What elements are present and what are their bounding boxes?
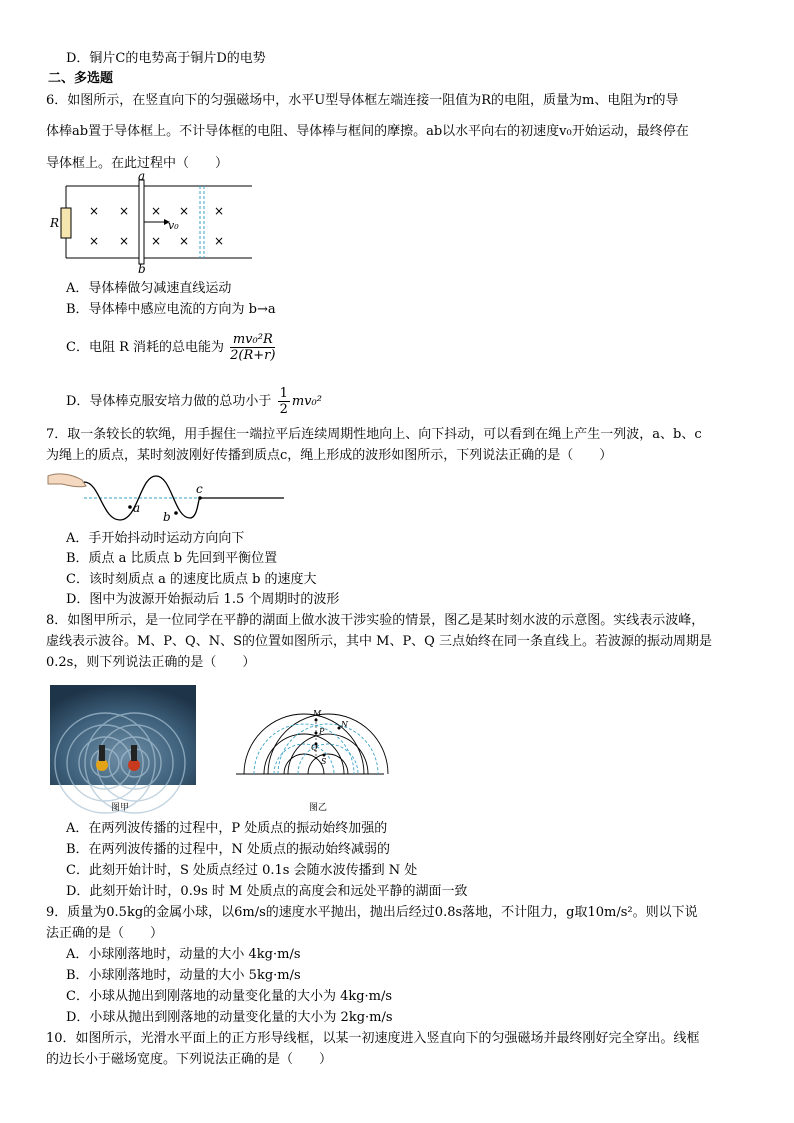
q7-option-a: A．手开始抖动时运动方向向下 xyxy=(66,531,245,546)
label-a: a xyxy=(138,169,146,183)
q7-option-c: C．该时刻质点 a 的速度比质点 b 的速度大 xyxy=(66,572,317,587)
label-b: b xyxy=(138,262,146,276)
q6-stem-line1: 6．如图所示，在竖直向下的匀强磁场中，水平U型导体框左端连接一阻值为R的电阻，质量为m、电阻为r的导 xyxy=(46,93,679,108)
q8-diagram xyxy=(236,704,386,776)
q6-option-c xyxy=(66,330,277,366)
q7-figure xyxy=(48,468,288,524)
q8-option-a: A．在两列波传播的过程中，P 处质点的振动始终加强的 xyxy=(66,821,388,836)
q8-option-c: C．此刻开始计时，S 处质点经过 0.1s 会随水波传播到 N 处 xyxy=(66,863,418,878)
q8-option-b: B．在两列波传播的过程中，N 处质点的振动始终减弱的 xyxy=(66,842,391,857)
q7-stem-line1: 7．取一条较长的软绳，用手握住一端拉平后连续周期性地向上、向下抖动，可以看到在绳上产生一列波，a、b、c xyxy=(46,427,702,442)
q9-option-a: A．小球刚落地时，动量的大小 4kg·m/s xyxy=(66,947,301,962)
hand-icon xyxy=(48,474,86,487)
q10-stem-line2: 的边长小于磁场宽度。下列说法正确的是（ ） xyxy=(46,1052,333,1067)
q6-option-c-fraction xyxy=(230,332,275,363)
label-a: a xyxy=(133,501,141,515)
q6-option-a: A．导体棒做匀减速直线运动 xyxy=(66,281,232,296)
label-r: R xyxy=(50,216,60,230)
field-cross: × xyxy=(214,234,225,248)
label-b: b xyxy=(163,510,171,524)
q6-option-d-tail: mv₀² xyxy=(291,394,322,409)
q9-option-c: C．小球从抛出到刚落地的动量变化量的大小为 4kg·m/s xyxy=(66,989,393,1004)
q6-stem-line2: 体棒ab置于导体框上。不计导体框的电阻、导体棒与框间的摩擦。ab以水平向右的初速度v₀开始运动，最终停在 xyxy=(46,124,689,139)
rod-ab xyxy=(139,180,144,264)
q9-stem-line1: 9．质量为0.5kg的金属小球，以6m/s的速度水平抛出，抛出后经过0.8s落地，不计阻力，g取10m/s²。则以下说 xyxy=(46,905,698,920)
q9-option-d: D．小球从抛出到刚落地的动量变化量的大小为 2kg·m/s xyxy=(66,1010,393,1025)
field-cross: × xyxy=(179,204,190,218)
q7-stem-line2: 为绳上的质点，某时刻波刚好传播到质点c，绳上形成的波形如图所示，下列说法正确的是（ ） xyxy=(46,448,613,463)
q6-figure xyxy=(48,169,258,276)
q8-stem-line2: 虚线表示波谷。M、P、Q、N、S的位置如图所示，其中 M、P、Q 三点始终在同一条直线上。若波源的振动周期是 xyxy=(46,634,712,649)
field-cross: × xyxy=(151,204,162,218)
q6-option-c-text: C．电阻 R 消耗的总电能为 xyxy=(66,340,224,355)
figure-a-caption: 图甲 xyxy=(111,803,130,813)
resistor-r xyxy=(61,208,71,238)
fraction-denominator: 2 xyxy=(279,402,288,417)
q6-option-d-text: D．导体棒克服安培力做的总功小于 xyxy=(66,394,272,409)
label-n: N xyxy=(341,720,348,729)
q7-option-b: B．质点 a 比质点 b 先回到平衡位置 xyxy=(66,551,278,566)
label-v0: v₀ xyxy=(168,219,179,232)
q8-stem-line3: 0.2s，则下列说法正确的是（ ） xyxy=(46,655,256,670)
q8-stem-line1: 8．如图甲所示，是一位同学在平静的湖面上做水波干涉实验的情景，图乙是某时刻水波的示意图。实线表示波峰， xyxy=(46,613,705,628)
q7-option-d: D．图中为波源开始振动后 1.5 个周期时的波形 xyxy=(66,592,340,607)
q9-stem-line2: 法正确的是（ ） xyxy=(46,926,164,941)
q5-option-d: D．铜片C的电势高于铜片D的电势 xyxy=(66,51,266,66)
field-cross: × xyxy=(151,234,162,248)
label-c: c xyxy=(196,482,203,496)
fraction-numerator: mv₀²R xyxy=(230,332,275,348)
q6-option-b: B．导体棒中感应电流的方向为 b→a xyxy=(66,302,276,317)
field-cross: × xyxy=(119,204,130,218)
figure-b-caption: 图乙 xyxy=(309,803,328,813)
q6-stem-line3: 导体框上。在此过程中（ ） xyxy=(46,156,229,171)
field-cross: × xyxy=(179,234,190,248)
q8-option-d: D．此刻开始计时，0.9s 时 M 处质点的高度会和远处平静的湖面一致 xyxy=(66,884,468,899)
q9-option-b: B．小球刚落地时，动量的大小 5kg·m/s xyxy=(66,968,301,983)
q8-photo xyxy=(50,685,196,785)
field-cross: × xyxy=(119,234,130,248)
q6-option-d xyxy=(66,384,322,420)
q6-option-d-fraction xyxy=(278,386,290,417)
label-s: S xyxy=(321,757,327,766)
field-cross: × xyxy=(214,204,225,218)
fraction-denominator: 2(R+r) xyxy=(230,348,276,363)
q10-stem-line1: 10．如图所示，光滑水平面上的正方形导线框，以某一初速度进入竖直向下的匀强磁场并最终刚好完全穿出。线框 xyxy=(46,1031,700,1046)
label-p: P xyxy=(319,727,325,736)
label-q: Q xyxy=(311,743,318,752)
field-cross: × xyxy=(89,234,100,248)
field-cross: × xyxy=(89,204,100,218)
label-m: M xyxy=(313,709,322,718)
section-heading: 二、多选题 xyxy=(48,71,114,86)
fraction-numerator: 1 xyxy=(279,386,288,401)
